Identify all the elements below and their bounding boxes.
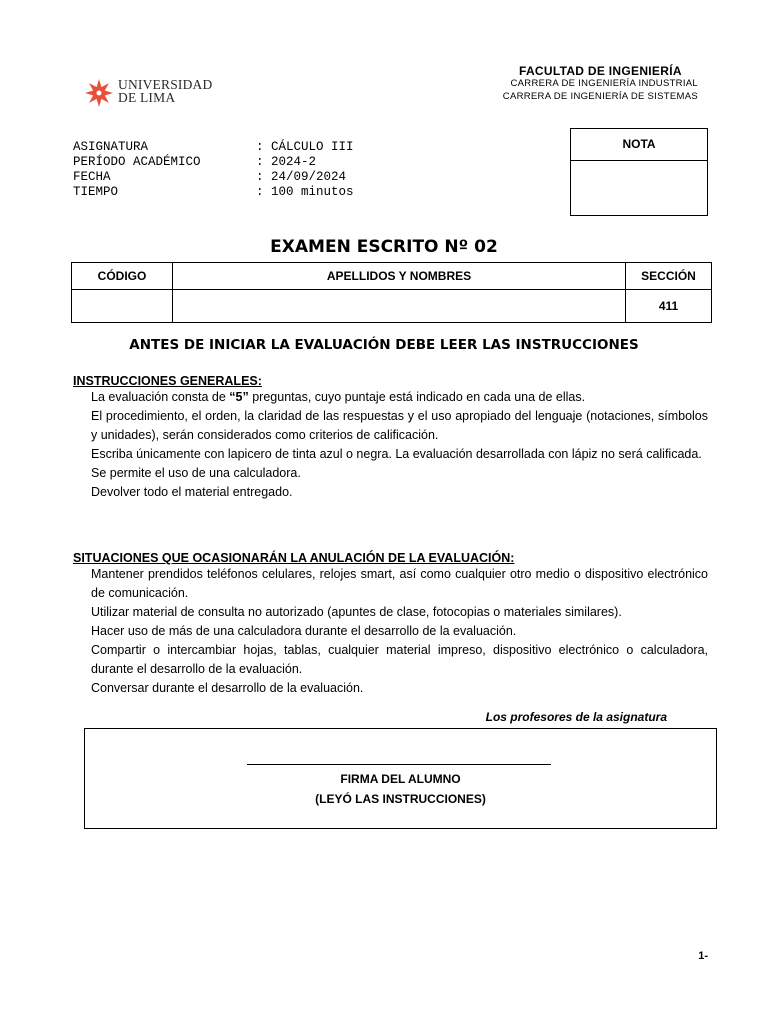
list-item: Mantener prendidos teléfonos celulares, relojes smart, así como cualquier otro medio o dispositivo electrónico de comunicación. xyxy=(91,567,708,600)
exam-title: EXAMEN ESCRITO Nº 02 xyxy=(270,237,498,257)
info-value: : 2024-2 xyxy=(256,155,317,169)
table-row xyxy=(72,290,712,323)
university-logo xyxy=(84,76,224,110)
table-header-row xyxy=(72,263,712,290)
info-row xyxy=(73,155,354,170)
list-item: Utilizar material de consulta no autorizado (apuntes de clase, fotocopias o materiales similares). xyxy=(91,605,622,619)
list-item: Devolver todo el material entregado. xyxy=(91,485,293,499)
annulment-title: SITUACIONES QUE OCASIONARÁN LA ANULACIÓN DE LA EVALUACIÓN: xyxy=(73,551,515,565)
general-instructions-title: INSTRUCCIONES GENERALES: xyxy=(73,374,262,388)
item-text: preguntas, cuyo puntaje está indicado en cada una de ellas. xyxy=(248,390,586,404)
section-cell: 411 xyxy=(626,290,712,323)
info-key: FECHA xyxy=(73,170,111,184)
info-key: ASIGNATURA xyxy=(73,140,149,154)
info-key: TIEMPO xyxy=(73,185,119,199)
list-item: El procedimiento, el orden, la claridad de las respuestas y el uso apropiado del lenguaje (notaciones, símbolos y unidades), serán considerados como criterios de calificación. xyxy=(91,409,708,442)
page-number: 1- xyxy=(698,950,708,962)
list-item: Escriba únicamente con lapicero de tinta azul o negra. La evaluación desarrollada con lápiz no será calificada. xyxy=(91,447,702,461)
item-text: La evaluación consta de xyxy=(91,390,230,404)
signature-line xyxy=(247,764,551,765)
student-table xyxy=(71,262,712,323)
info-row xyxy=(73,170,354,185)
info-value: : 100 minutos xyxy=(256,185,354,199)
question-count: “5” xyxy=(229,390,249,404)
grade-label: NOTA xyxy=(571,129,707,161)
column-header-names: APELLIDOS Y NOMBRES xyxy=(173,263,626,290)
grade-field[interactable] xyxy=(571,161,707,215)
instructions-heading: ANTES DE INICIAR LA EVALUACIÓN DEBE LEER LAS INSTRUCCIONES xyxy=(129,337,639,353)
university-name xyxy=(118,78,212,104)
professors-signature: Los profesores de la asignatura xyxy=(485,710,667,724)
university-line-2: DE LIMA xyxy=(118,90,176,105)
university-line-1: UNIVERSIDAD xyxy=(118,77,213,92)
signature-caption xyxy=(84,769,717,809)
list-item xyxy=(91,388,708,407)
list-item: Compartir o intercambiar hojas, tablas, cualquier material impreso, dispositivo electrónico o calculadora, durante el desarrollo de la evaluación. xyxy=(91,643,708,676)
list-item: Conversar durante el desarrollo de la evaluación. xyxy=(91,681,364,695)
list-item: Se permite el uso de una calculadora. xyxy=(91,466,301,480)
column-header-code: CÓDIGO xyxy=(72,263,173,290)
signature-note: (LEYÓ LAS INSTRUCCIONES) xyxy=(315,792,486,806)
course-info xyxy=(73,140,354,200)
faculty-name: FACULTAD DE INGENIERÍA xyxy=(518,64,682,78)
names-cell[interactable] xyxy=(173,290,626,323)
column-header-section: SECCIÓN xyxy=(626,263,712,290)
code-cell[interactable] xyxy=(72,290,173,323)
list-item: Hacer uso de más de una calculadora durante el desarrollo de la evaluación. xyxy=(91,624,517,638)
info-key: PERÍODO ACADÉMICO xyxy=(73,155,201,169)
annulment-list xyxy=(91,565,708,698)
faculty-header xyxy=(503,64,698,103)
info-row xyxy=(73,140,354,155)
career-industrial: CARRERA DE INGENIERÍA INDUSTRIAL xyxy=(510,78,698,89)
info-row xyxy=(73,185,354,200)
info-value: : 24/09/2024 xyxy=(256,170,347,184)
sunburst-logo-icon xyxy=(84,78,114,108)
signature-label: FIRMA DEL ALUMNO xyxy=(340,772,461,786)
career-systems: CARRERA DE INGENIERÍA DE SISTEMAS xyxy=(502,90,698,102)
general-instructions-list xyxy=(91,388,708,502)
grade-box xyxy=(570,128,708,216)
info-value: : CÁLCULO III xyxy=(256,140,354,154)
